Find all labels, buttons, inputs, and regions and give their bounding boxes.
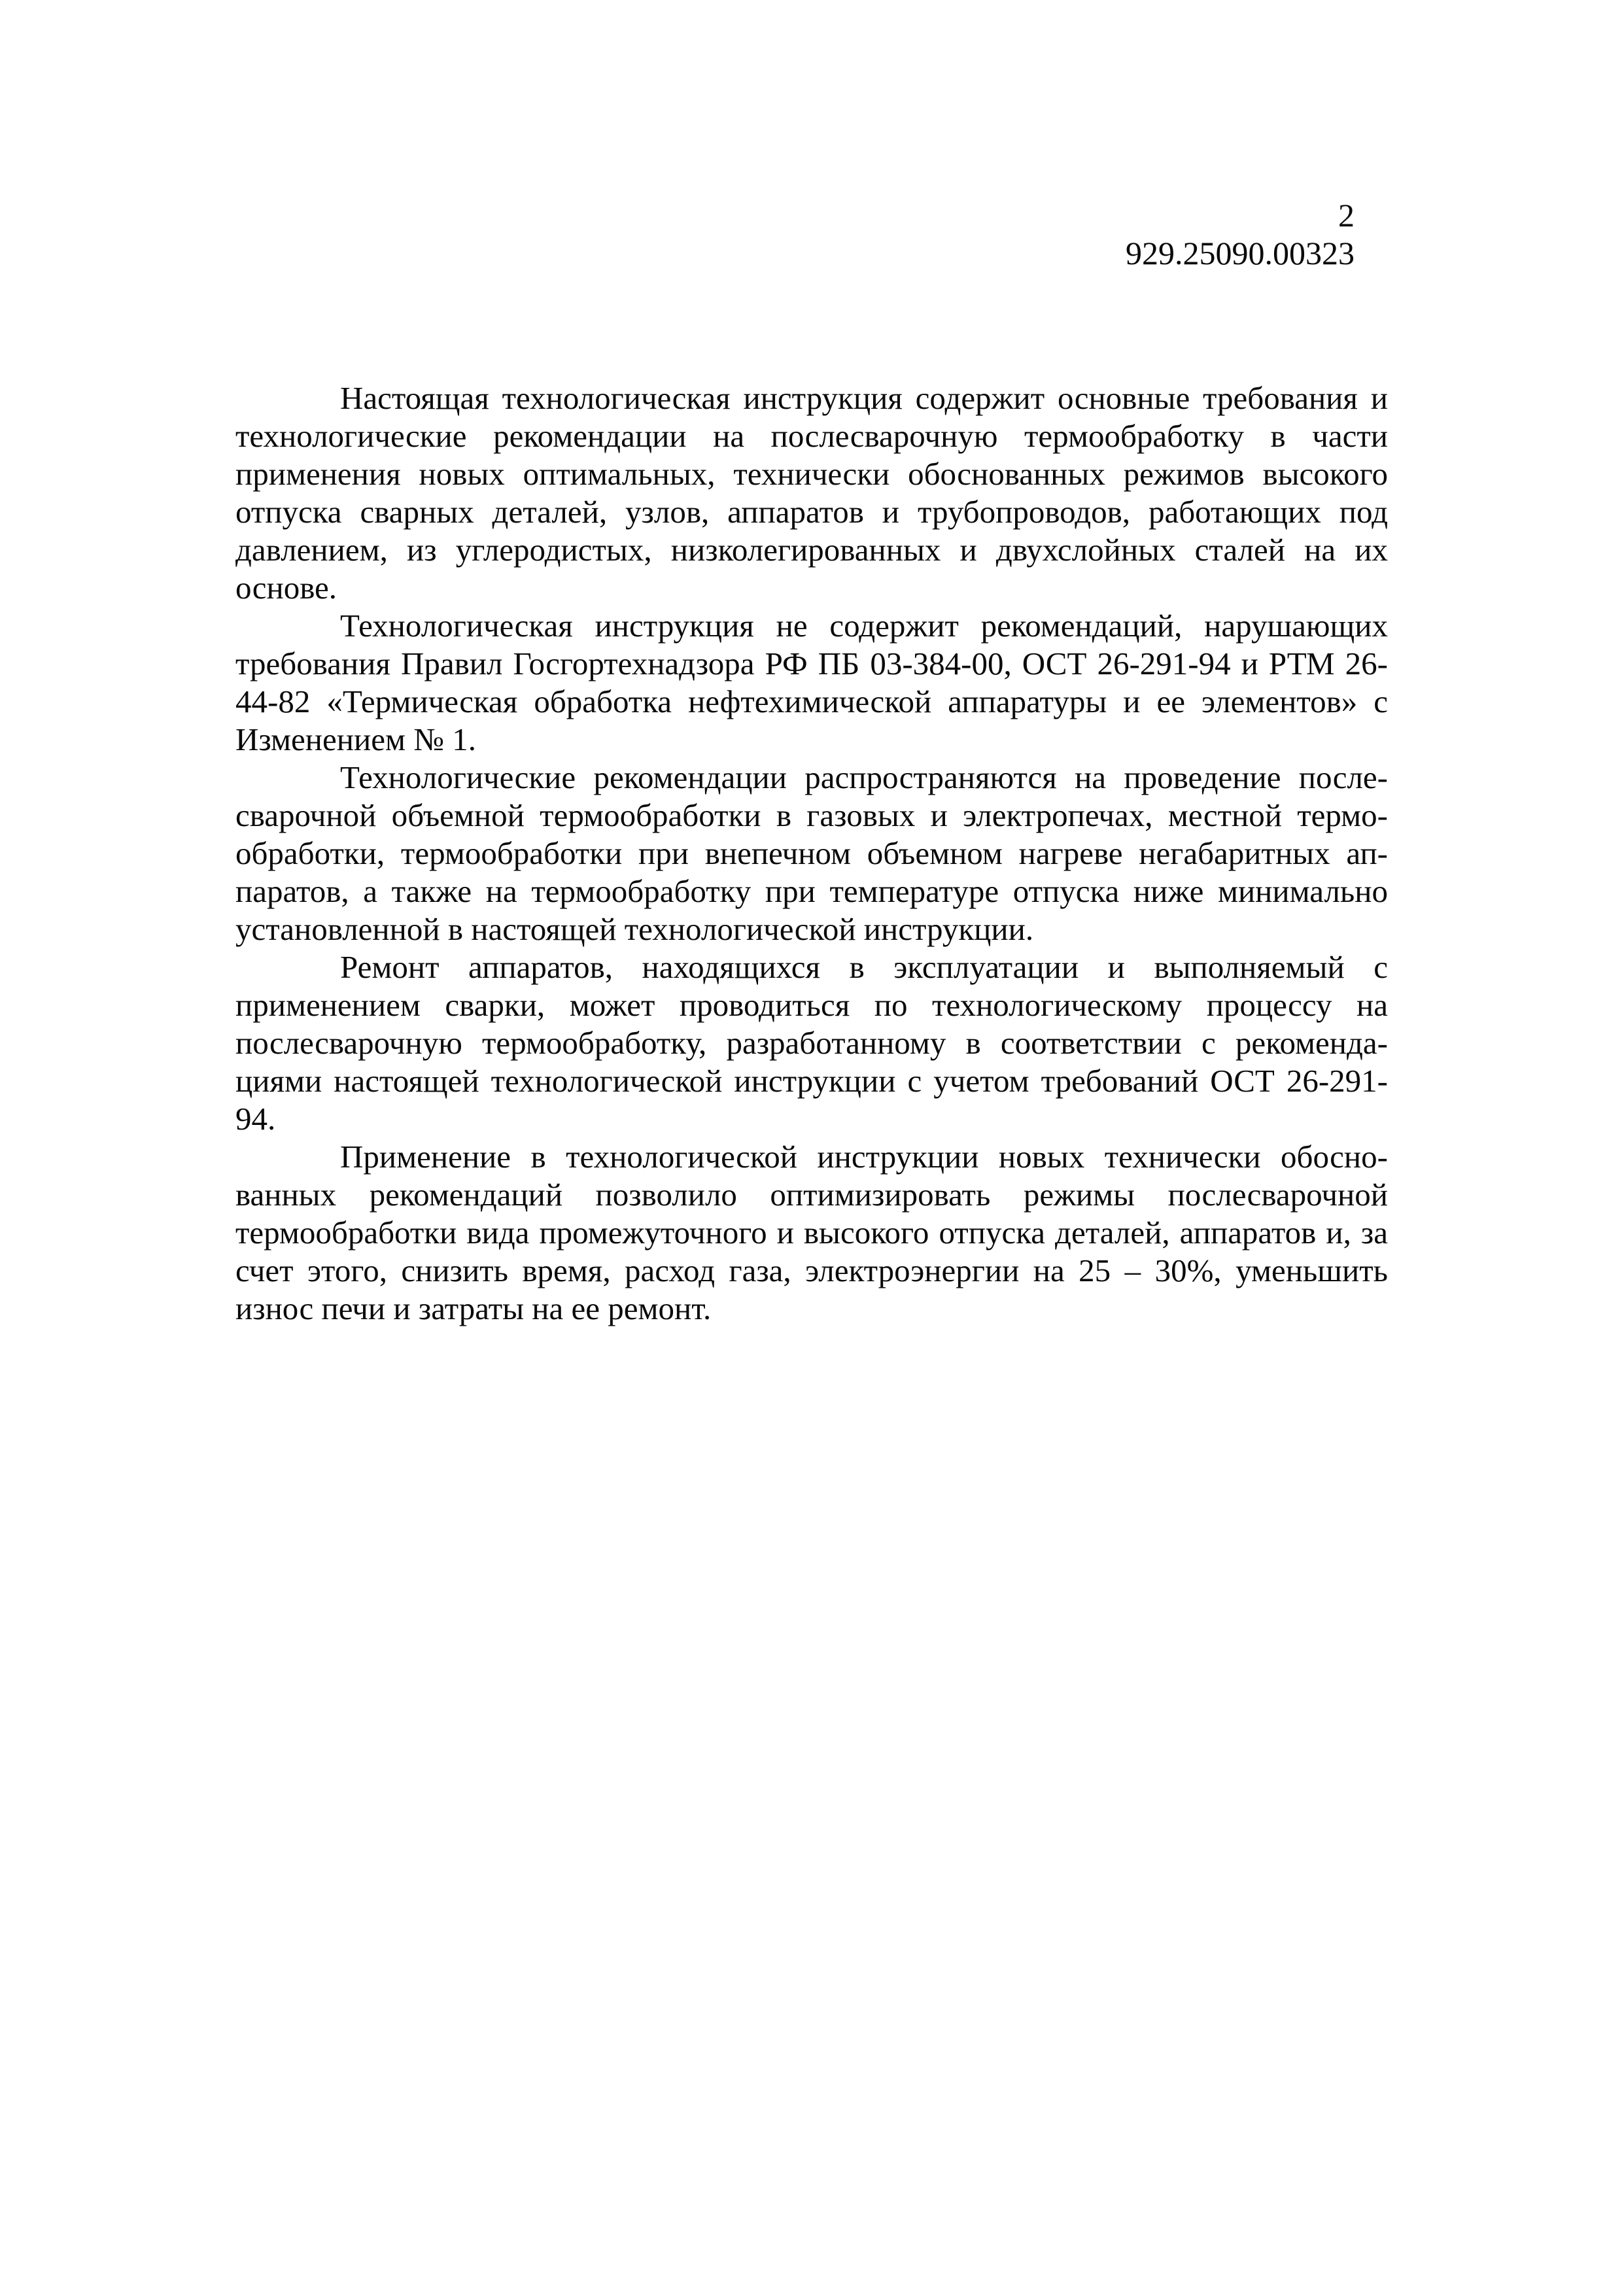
- paragraph-scope: Настоящая технологическая инструкция содержит основные требования и технологические рекомендации на послесварочную термообработку в части применения новых оптимальных, технически обоснованных режимов высокого отпуска сварных деталей, узлов, аппаратов и трубопроводов, работающих под давлением, из углеродистых, низколегированных и двухслойных сталей на их основе.: [235, 380, 1388, 606]
- paragraph-compliance: Технологическая инструкция не содержит рекомендаций, нарушающих требования Правил Госгортехнадзора РФ ПБ 03-384-00, ОСТ 26-291-94 и РТМ 26-44-82 «Термическая обработка нефтехимической аппаратуры и ее элементов» с Изменением № 1.: [235, 608, 1388, 757]
- page-header: [1126, 196, 1355, 272]
- page-number: 2: [1338, 197, 1355, 233]
- document-body: [235, 379, 1388, 1328]
- document-code: 929.25090.00323: [1126, 235, 1355, 271]
- paragraph-repair: Ремонт аппаратов, находящихся в эксплуатации и выполняемый с применением сварки, может проводиться по технологическому процессу на послесварочную термообработку, разработанному в соответствии с рекомендациями настоящей технологической инструкции с учетом требований ОСТ 26-291-94.: [235, 949, 1388, 1137]
- paragraph-applicability: Технологические рекомендации распространяются на проведение послесварочной объемной термообработки в газовых и электропечах, местной термообработки, термообработки при внепечном объемном нагреве негабаритных аппаратов, а также на термообработку при температуре отпуска ниже минимально установленной в настоящей технологической инструкции.: [235, 759, 1388, 947]
- paragraph-benefits: Применение в технологической инструкции новых технически обоснованных рекомендаций позволило оптимизировать режимы послесварочной термообработки вида промежуточного и высокого отпуска деталей, аппаратов и, за счет этого, снизить время, расход газа, электроэнергии на 25 – 30%, уменьшить износ печи и затраты на ее ремонт.: [235, 1139, 1388, 1326]
